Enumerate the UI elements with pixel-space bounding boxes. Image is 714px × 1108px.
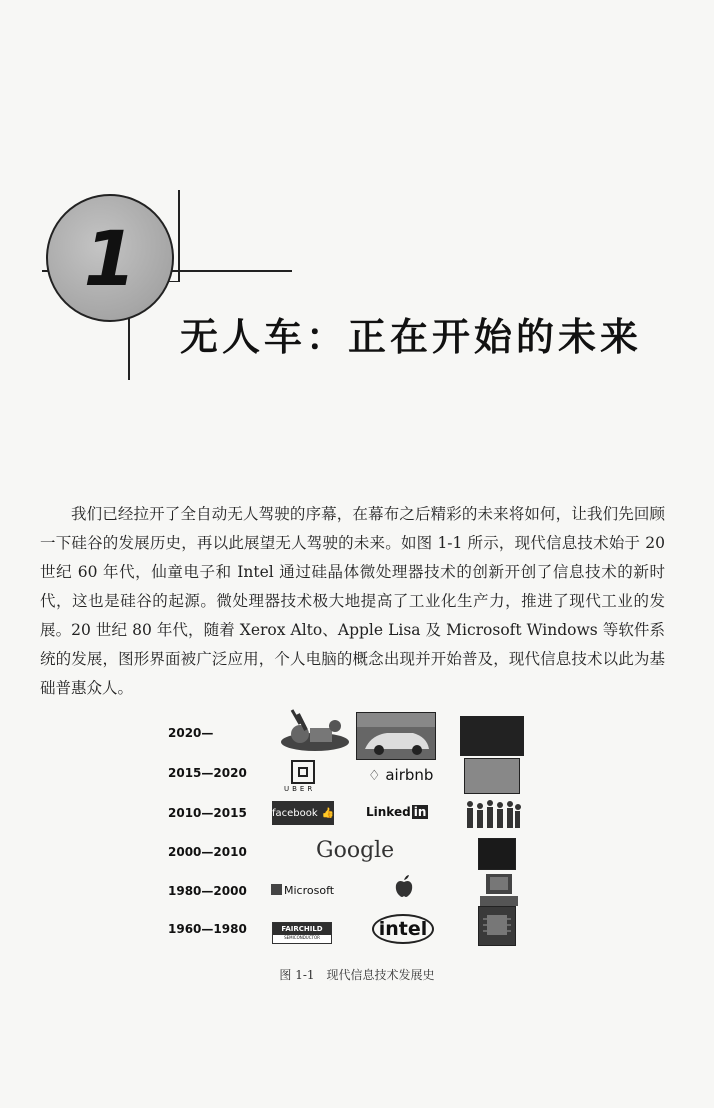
fairchild-logo: FAIRCHILD SEMICONDUCTOR [272,922,332,944]
people-group-image [464,798,522,830]
chapter-title: 无人车：正在开始的未来 [180,314,643,359]
period-label: 2020— [168,726,214,740]
thumbs-up-icon: 👍 [321,807,335,819]
microsoft-logo: Microsoft [271,884,334,897]
ornament-vertical-long [178,190,180,282]
period-label: 2010—2015 [168,806,247,820]
dark-tech-image [460,716,524,756]
dark-image [478,838,516,870]
intel-logo: intel [372,914,434,944]
airbnb-logo: ♢ airbnb [368,766,434,784]
crowd-image [464,758,520,794]
period-label: 1980—2000 [168,884,247,898]
facebook-logo: facebook 👍 [272,801,334,825]
google-logo: Google [316,838,395,863]
body-paragraph: 我们已经拉开了全自动无人驾驶的序幕，在幕布之后精彩的未来将如何，让我们先回顾一下硅谷的发展历史，再以此展望无人驾驶的未来。如图 1-1 所示，现代信息技术始于 20 世纪 60 年代，仙童电子和 Intel 通过硅晶体微处理器技术的创新开创了信息技术的新时代，这也是硅谷的起源。微处理器技术极大地提高了工业化生产力，推进了现代工业的发展。20 世纪 80 年代，随着 Xerox Alto、Apple Lisa 及 Microsoft Windows 等软件系统的发展，图形界面被广泛应用，个人电脑的概念出现并开始普及，现代信息技术以此为基础普惠众人。 [40,505,665,697]
chapter-number: 1 [83,213,137,303]
period-label: 1960—1980 [168,922,247,936]
airbnb-icon: ♢ [368,768,381,784]
chip-image [478,906,516,946]
apple-icon [394,874,414,898]
uber-logo: UBER [284,785,316,793]
computer-image [478,874,520,910]
windows-icon [271,884,282,895]
period-label: 2000—2010 [168,845,247,859]
robot-image [270,706,350,752]
autonomous-car-image [356,712,436,760]
uber-icon [291,760,315,784]
period-label: 2015—2020 [168,766,247,780]
linkedin-logo: Linked in [366,805,427,819]
figure-caption: 图 1-1 现代信息技术发展史 [279,968,435,982]
